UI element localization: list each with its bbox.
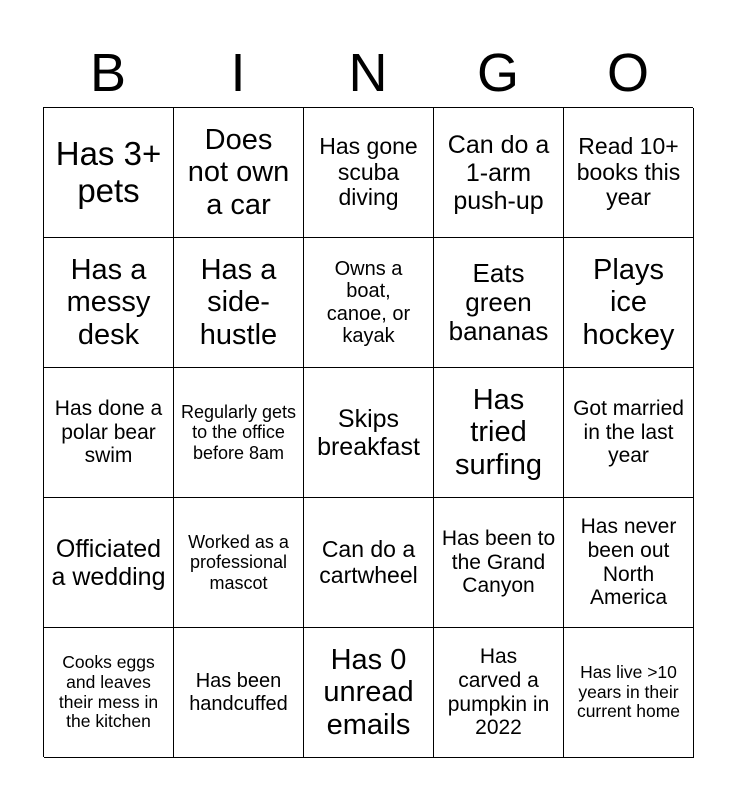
cell-text: Has tried surfing [454,383,543,481]
cell-text: Officiated a wedding [51,534,166,591]
cell-text: Has a side-hustle [199,253,278,351]
bingo-cell[interactable] [174,108,304,238]
cell-text: Eats green bananas [448,257,549,347]
cell-text: Cooks eggs and leaves their mess in the kitchen [58,652,159,732]
cell-text: Worked as a professional mascot [188,532,289,593]
bingo-board [43,107,693,757]
cell-text: Does not own a car [187,123,290,221]
cell-text: Has carved a pumpkin in 2022 [447,645,550,740]
bingo-cell[interactable] [434,368,564,498]
bingo-cell[interactable] [564,108,694,238]
bingo-cell[interactable] [434,628,564,758]
cell-text: Has 0 unread emails [323,643,414,741]
bingo-cell[interactable] [564,628,694,758]
header-letter-n: N [348,43,388,103]
bingo-cell[interactable] [564,238,694,368]
bingo-cell[interactable] [434,498,564,628]
cell-text: Regularly gets to the office before 8am [180,402,297,463]
bingo-cell[interactable] [304,498,434,628]
cell-text: Can do a cartwheel [319,535,418,588]
bingo-cell[interactable] [434,108,564,238]
cell-text: Owns a boat, canoe, or kayak [326,257,411,347]
header-letter-g: G [476,43,519,103]
bingo-cell[interactable] [44,238,174,368]
bingo-header [43,38,693,108]
cell-text: Has been handcuffed [189,670,288,715]
cell-text: Can do a 1-arm push-up [447,130,550,215]
cell-text: Has a messy desk [66,253,151,351]
cell-text: Got married in the last year [573,397,684,468]
bingo-cell[interactable] [44,108,174,238]
cell-text: Has live >10 years in their current home [576,662,681,722]
cell-text: Skips breakfast [317,404,420,461]
cell-text: Has gone scuba diving [319,132,418,211]
bingo-cell[interactable] [44,628,174,758]
bingo-cell[interactable] [564,498,694,628]
bingo-cell[interactable] [304,238,434,368]
header-letter-o: O [606,43,649,103]
bingo-cell[interactable] [434,238,564,368]
cell-text: Has 3+ pets [55,134,162,209]
bingo-cell[interactable] [304,108,434,238]
header-letter-i: I [230,43,246,103]
bingo-cell[interactable] [174,238,304,368]
cell-text: Read 10+ books this year [576,132,681,211]
cell-text: Has been to the Grand Canyon [441,527,556,598]
bingo-cell[interactable] [174,628,304,758]
cell-text: Plays ice hockey [582,253,675,351]
bingo-cell[interactable] [304,368,434,498]
bingo-cell[interactable] [44,498,174,628]
cell-text: Has done a polar bear swim [54,397,163,468]
bingo-cell[interactable] [174,368,304,498]
bingo-cell[interactable] [304,628,434,758]
header-letter-b: B [89,43,127,103]
bingo-cell[interactable] [44,368,174,498]
bingo-cell[interactable] [174,498,304,628]
bingo-cell[interactable] [564,368,694,498]
cell-text: Has never been out North America [580,515,677,610]
